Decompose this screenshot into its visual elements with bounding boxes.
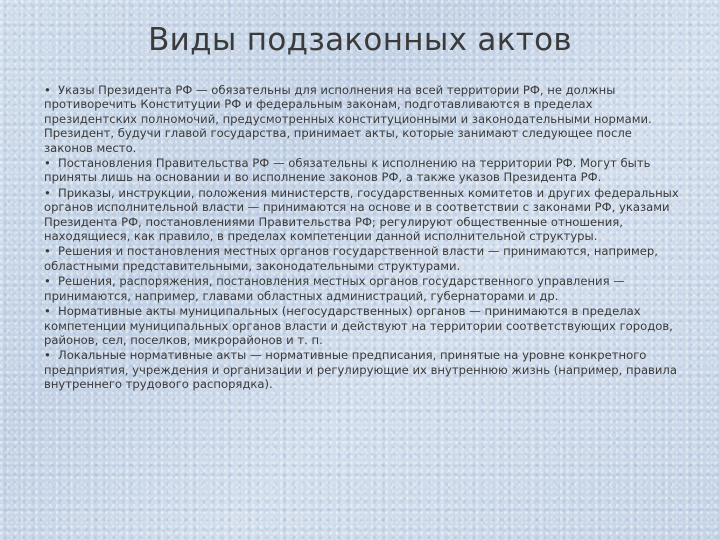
list-item-text: Локальные нормативные акты — нормативные предписания, принятые на уровне конкретного предприятия, учреждения и организации и регулирующие их внутреннюю жизнь (например, правила внутреннего трудового распорядка). [44,348,677,392]
list-item [44,83,684,155]
list-item-text: Нормативные акты муниципальных (негосударственных) органов — принимаются в пределах компетенции муниципальных органов власти и действуют на территории соответствующих городов, районов, сел, поселков, микрорайонов и т. п. [44,304,673,347]
bullet-icon: • [44,83,51,97]
list-item-text: Решения и постановления местных органов государственной власти — принимаются, например, областными представительными, законодательными структурами. [44,244,658,273]
list-item [44,244,684,273]
list-item-text: Решения, распоряжения, постановления местных органов государственного управления — принимаются, например, главами областных администраций, губернаторами и др. [44,274,625,303]
list-item [44,304,684,347]
bullet-icon: • [44,156,51,171]
list-item [44,348,684,391]
bullet-icon: • [44,348,51,363]
bullet-icon: • [44,304,51,319]
bullet-icon: • [44,185,51,200]
list-item [44,274,684,303]
list-item-text: Указы Президента РФ — обязательны для исполнения на всей территории РФ, не должны противоречить Конституции РФ и федеральным законам, подготавливаются в пределах президентских полномочий, предусмотренных конституционными и законодательными нормами. Президент, будучи главой государства, принимает акты, которые занимают следующее после законов место. [44,83,652,155]
bullet-list [44,83,684,393]
slide-title: Виды подзаконных актов [148,22,572,58]
list-item-text: Приказы, инструкции, положения министерств, государственных комитетов и других федеральных органов исполнительной власти — принимаются на основе и в соответствии с законами РФ, указами Президента РФ, постановлениями Правительства РФ; регулируют общественные отношения, находящиеся, как правило, в пределах компетенции данной исполнительной структуры. [44,185,679,244]
bullet-icon: • [44,244,51,259]
list-item-text: Постановления Правительства РФ — обязательны к исполнению на территории РФ. Могут быть приняты лишь на основании и во исполнение законов РФ, а также указов Президента РФ. [44,156,651,185]
list-item [44,186,684,244]
list-item [44,156,684,185]
bullet-icon: • [44,274,51,289]
